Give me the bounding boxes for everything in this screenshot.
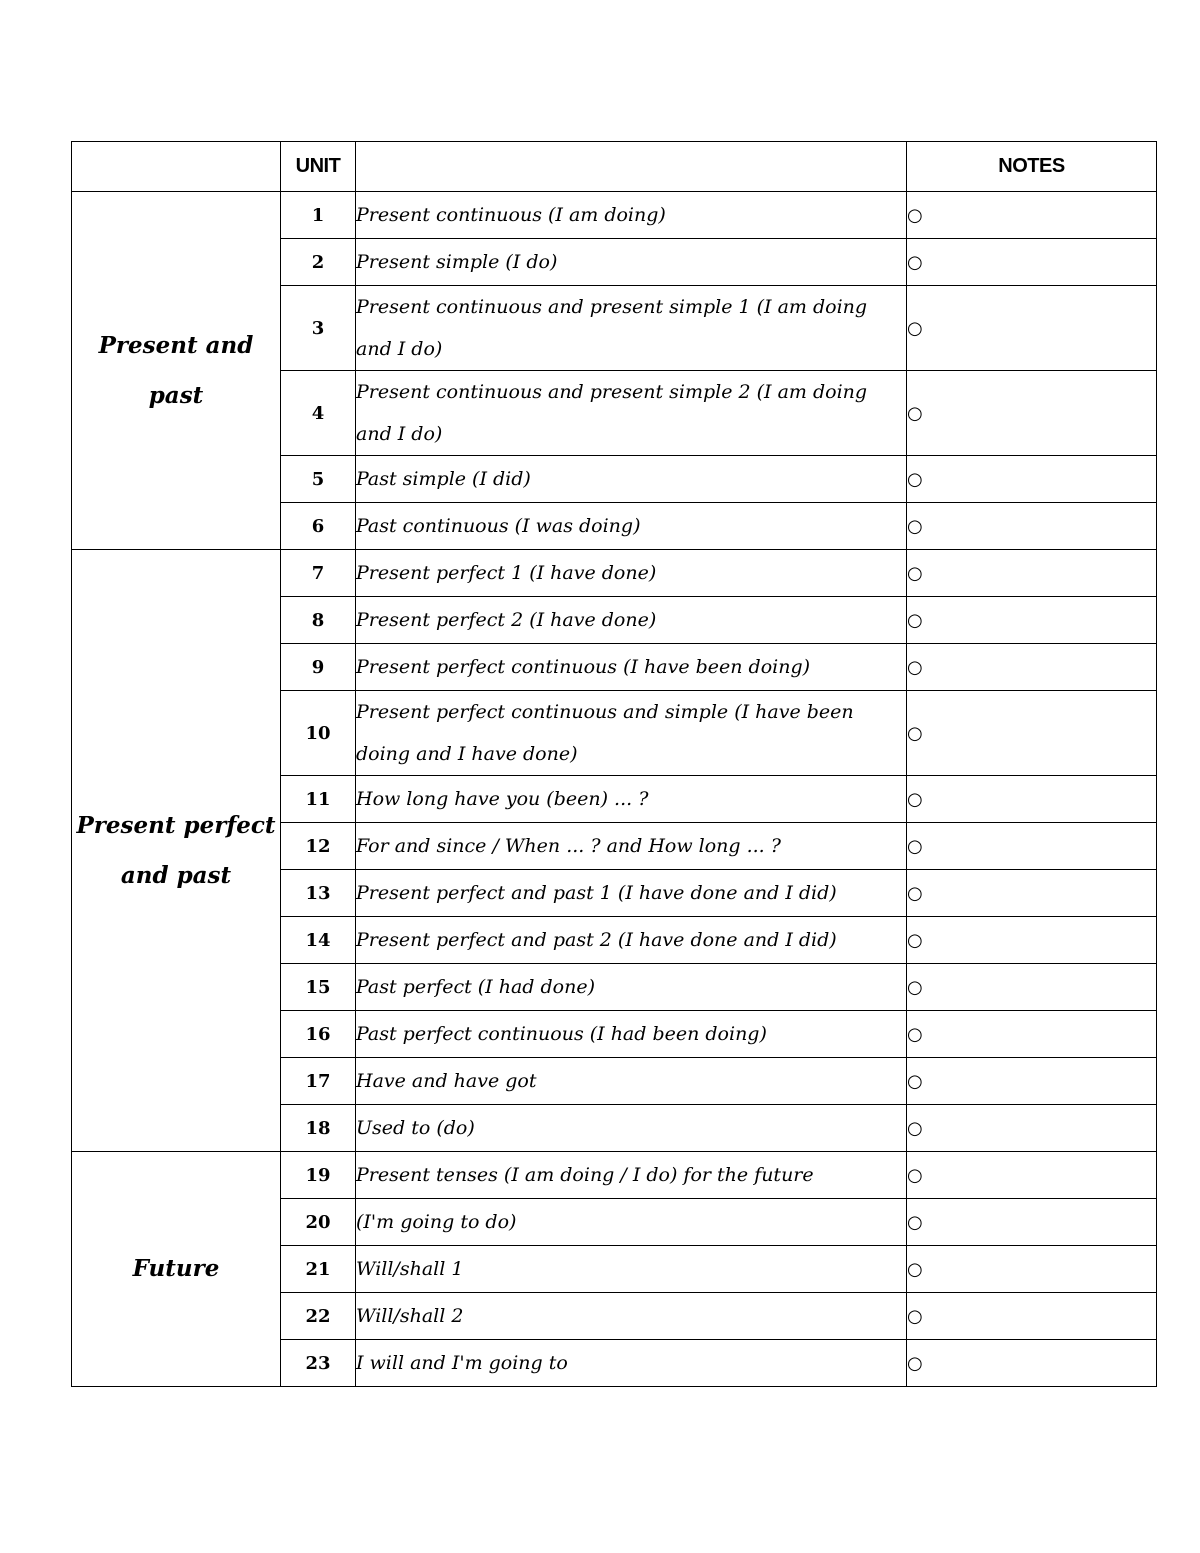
unit-number: 3 [281,286,356,371]
notes-cell [907,1105,1157,1152]
unit-topic: Will/shall 2 [356,1293,907,1340]
unit-number: 16 [281,1011,356,1058]
notes-cell [907,964,1157,1011]
unit-topic: Present continuous (I am doing) [356,192,907,239]
unit-number: 23 [281,1340,356,1387]
notes-cell [907,550,1157,597]
notes-cell [907,1340,1157,1387]
notes-circle-icon[interactable]: ○ [907,402,923,424]
unit-topic: Present perfect 1 (I have done) [356,550,907,597]
unit-number: 7 [281,550,356,597]
unit-number: 21 [281,1246,356,1293]
notes-circle-icon[interactable]: ○ [907,204,923,226]
unit-topic: Have and have got [356,1058,907,1105]
unit-topic: Present tenses (I am doing / I do) for the future [356,1152,907,1199]
unit-topic: Will/shall 1 [356,1246,907,1293]
notes-cell [907,1293,1157,1340]
unit-topic: Past perfect (I had done) [356,964,907,1011]
notes-cell [907,1199,1157,1246]
unit-number: 18 [281,1105,356,1152]
notes-circle-icon[interactable]: ○ [907,1164,923,1186]
notes-cell [907,644,1157,691]
notes-cell [907,1058,1157,1105]
notes-circle-icon[interactable]: ○ [907,1070,923,1092]
notes-cell [907,917,1157,964]
notes-cell [907,776,1157,823]
unit-topic: Present simple (I do) [356,239,907,286]
unit-topic: Present perfect 2 (I have done) [356,597,907,644]
header-notes: NOTES [907,142,1157,192]
notes-cell [907,503,1157,550]
unit-number: 14 [281,917,356,964]
unit-topic: Present continuous and present simple 2 (I am doing and I do) [356,371,907,456]
unit-number: 4 [281,371,356,456]
notes-circle-icon[interactable]: ○ [907,788,923,810]
notes-cell [907,691,1157,776]
unit-topic: Used to (do) [356,1105,907,1152]
unit-number: 11 [281,776,356,823]
notes-cell [907,239,1157,286]
unit-number: 12 [281,823,356,870]
unit-topic: Present perfect and past 1 (I have done and I did) [356,870,907,917]
unit-number: 6 [281,503,356,550]
notes-cell [907,192,1157,239]
unit-topic: Past perfect continuous (I had been doing) [356,1011,907,1058]
unit-topic: Present perfect continuous and simple (I have been doing and I have done) [356,691,907,776]
unit-number: 9 [281,644,356,691]
notes-circle-icon[interactable]: ○ [907,251,923,273]
unit-topic: I will and I'm going to [356,1340,907,1387]
header-unit: UNIT [281,142,356,192]
table-body [72,192,1157,1387]
unit-topic: Past continuous (I was doing) [356,503,907,550]
notes-circle-icon[interactable]: ○ [907,722,923,744]
unit-number: 22 [281,1293,356,1340]
notes-cell [907,597,1157,644]
notes-cell [907,870,1157,917]
unit-topic: How long have you (been) ... ? [356,776,907,823]
notes-circle-icon[interactable]: ○ [907,515,923,537]
table-row [72,1152,1157,1199]
notes-cell [907,1246,1157,1293]
unit-number: 17 [281,1058,356,1105]
unit-topic: (I'm going to do) [356,1199,907,1246]
unit-topic: Past simple (I did) [356,456,907,503]
units-table [71,141,1157,1387]
notes-circle-icon[interactable]: ○ [907,656,923,678]
notes-cell [907,286,1157,371]
section-title: Present and past [72,192,281,550]
notes-cell [907,1011,1157,1058]
unit-number: 2 [281,239,356,286]
unit-number: 1 [281,192,356,239]
section-title: Future [72,1152,281,1387]
unit-number: 15 [281,964,356,1011]
unit-number: 10 [281,691,356,776]
notes-cell [907,371,1157,456]
unit-number: 20 [281,1199,356,1246]
notes-circle-icon[interactable]: ○ [907,562,923,584]
section-title: Present perfect and past [72,550,281,1152]
notes-circle-icon[interactable]: ○ [907,1258,923,1280]
notes-circle-icon[interactable]: ○ [907,609,923,631]
notes-circle-icon[interactable]: ○ [907,1352,923,1374]
unit-number: 5 [281,456,356,503]
notes-cell [907,823,1157,870]
unit-topic: Present continuous and present simple 1 (I am doing and I do) [356,286,907,371]
unit-topic: Present perfect and past 2 (I have done and I did) [356,917,907,964]
table-row [72,550,1157,597]
notes-circle-icon[interactable]: ○ [907,1211,923,1233]
notes-circle-icon[interactable]: ○ [907,468,923,490]
unit-number: 8 [281,597,356,644]
notes-circle-icon[interactable]: ○ [907,835,923,857]
table-row [72,192,1157,239]
header-topic [356,142,907,192]
unit-number: 19 [281,1152,356,1199]
notes-circle-icon[interactable]: ○ [907,317,923,339]
notes-circle-icon[interactable]: ○ [907,1117,923,1139]
unit-topic: Present perfect continuous (I have been doing) [356,644,907,691]
notes-circle-icon[interactable]: ○ [907,976,923,998]
notes-cell [907,456,1157,503]
notes-cell [907,1152,1157,1199]
header-section [72,142,281,192]
notes-circle-icon[interactable]: ○ [907,1023,923,1045]
header-row [72,142,1157,192]
unit-topic: For and since / When ... ? and How long ... ? [356,823,907,870]
notes-circle-icon[interactable]: ○ [907,882,923,904]
notes-circle-icon[interactable]: ○ [907,1305,923,1327]
unit-number: 13 [281,870,356,917]
notes-circle-icon[interactable]: ○ [907,929,923,951]
